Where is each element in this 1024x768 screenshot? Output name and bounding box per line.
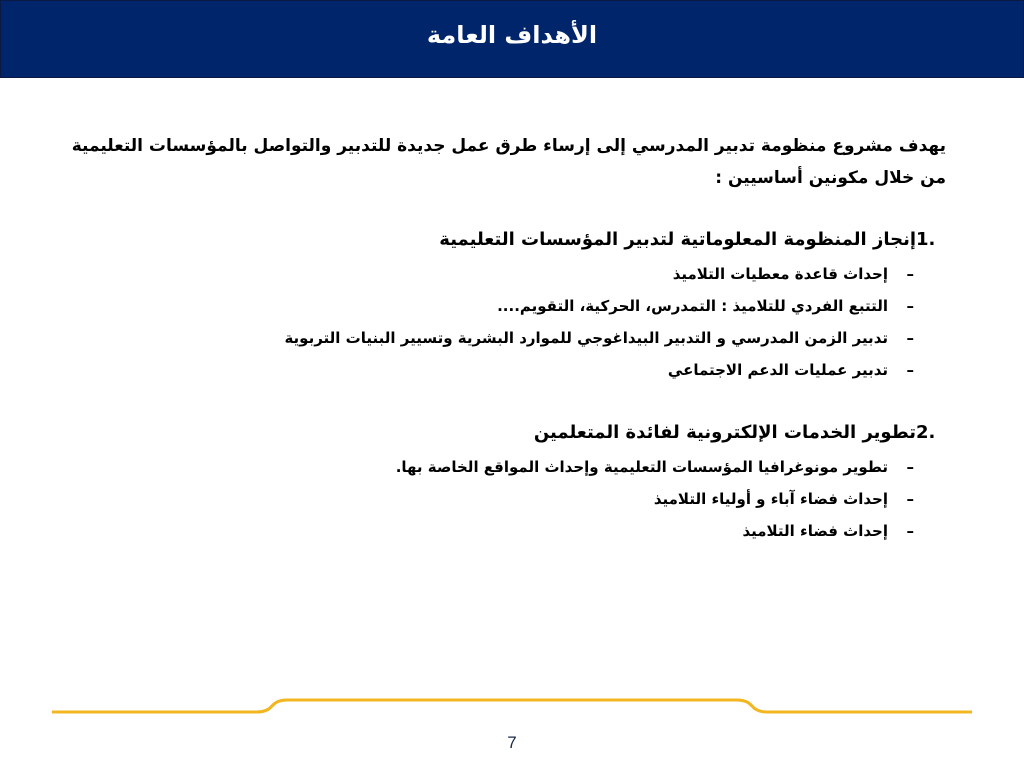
section-1	[70, 227, 946, 386]
section-2	[70, 420, 946, 547]
section-1-list	[70, 258, 946, 386]
section-1-heading	[70, 227, 946, 253]
dash-bullet: –	[906, 490, 914, 508]
section-2-heading	[70, 420, 946, 446]
section-2-list	[70, 451, 946, 547]
section-2-number: 2.	[916, 422, 936, 443]
list-item	[70, 483, 914, 515]
dash-bullet: –	[906, 329, 914, 347]
list-item-text: إحداث فضاء التلاميذ	[742, 522, 888, 540]
section-2-heading-text: تطوير الخدمات الإلكترونية لفائدة المتعلمين	[533, 422, 916, 443]
list-item-text: التتبع الفردي للتلاميذ : التمدرس، الحركية، التقويم....	[497, 297, 888, 315]
list-item-text: إحداث قاعدة معطيات التلاميذ	[672, 265, 888, 283]
list-item	[70, 515, 914, 547]
list-item	[70, 290, 914, 322]
list-item	[70, 354, 914, 386]
intro-paragraph: يهدف مشروع منظومة تدبير المدرسي إلى إرساء طرق عمل جديدة للتدبير والتواصل بالمؤسسات التعليمية من خلال مكونين أساسيين :	[71, 136, 946, 188]
section-1-heading-text: إنجاز المنظومة المعلوماتية لتدبير المؤسسات التعليمية	[439, 229, 916, 250]
dash-bullet: –	[906, 297, 914, 315]
slide-title: الأهداف العامة	[426, 21, 598, 49]
section-1-number: 1.	[916, 229, 936, 250]
dash-bullet: –	[906, 458, 914, 476]
list-item-text: تدبير الزمن المدرسي و التدبير البيداغوجي للموارد البشرية وتسيير البنيات التربوية	[284, 329, 888, 347]
list-item-text: تطوير مونوغرافيا المؤسسات التعليمية وإحداث المواقع الخاصة بها.	[395, 458, 888, 476]
list-item	[70, 322, 914, 354]
list-item-text: إحداث فضاء آباء و أولياء التلاميذ	[653, 490, 888, 508]
title-bar	[0, 0, 1024, 78]
dash-bullet: –	[906, 361, 914, 379]
slide-content	[70, 130, 946, 547]
footer-divider-line	[52, 700, 972, 712]
list-item	[70, 451, 914, 483]
list-item-text: تدبير عمليات الدعم الاجتماعي	[667, 361, 888, 379]
dash-bullet: –	[906, 265, 914, 283]
footer-divider	[52, 698, 972, 718]
list-item	[70, 258, 914, 290]
dash-bullet: –	[906, 522, 914, 540]
page-number: 7	[507, 733, 517, 752]
